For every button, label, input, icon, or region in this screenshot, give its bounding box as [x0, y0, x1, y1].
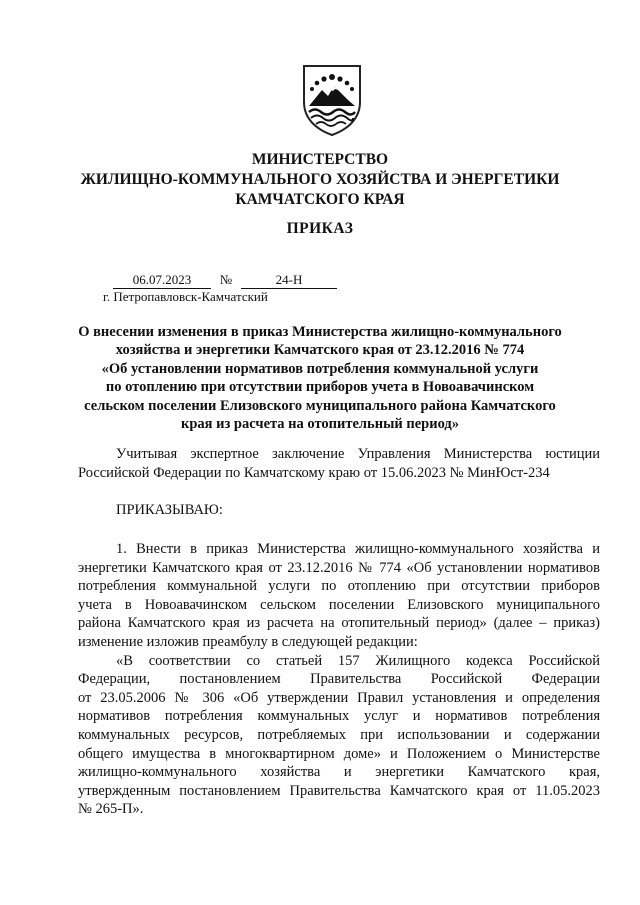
item-line: утвержденным постановлением Правительства Камчатского края от 11.05.2023 — [78, 782, 600, 799]
ministry-line: ЖИЛИЩНО-КОММУНАЛЬНОГО ХОЗЯЙСТВА И ЭНЕРГЕТИКИ — [80, 171, 560, 188]
item-line: общего имущества в многоквартирном доме» и Положением о Министерстве — [78, 745, 600, 762]
subject-line: хозяйства и энергетики Камчатского края от 23.12.2016 № 774 — [115, 342, 525, 359]
item-line: нормативов потребления коммунальных услуг и нормативов потребления — [78, 708, 600, 725]
subject-line: сельском поселении Елизовского муниципального района Камчатского — [84, 397, 556, 414]
number-sign: № — [219, 272, 233, 287]
preamble-line: Российской Федерации по Камчатскому краю от 15.06.2023 № МинЮст-234 — [78, 464, 550, 481]
item-line: от 23.05.2006 № 306 «Об утверждении Правил установления и определения — [78, 689, 600, 706]
ministry-line: КАМЧАТСКОГО КРАЯ — [235, 191, 405, 208]
item-line: учета в Новоавачинском сельском поселении Елизовского муниципального — [78, 596, 600, 613]
item-line: изменение изложив преамбулу в следующей редакции: — [78, 633, 418, 650]
item-line: района Камчатского края из расчета на отопительный период» (далее – приказ) — [78, 615, 600, 632]
order-number: 24-Н — [241, 272, 337, 289]
order-directive: ПРИКАЗЫВАЮ: — [116, 502, 223, 518]
item-1-paragraph — [78, 540, 600, 819]
subject-line: по отоплению при отсутствии приборов учета в Новоавачинском — [105, 379, 535, 396]
ministry-line: МИНИСТЕРСТВО — [251, 151, 389, 168]
order-date-number-line — [113, 272, 337, 289]
subject-line: края из расчета на отопительный период» — [180, 416, 459, 433]
document-type-title: ПРИКАЗ — [286, 220, 354, 237]
item-line: № 265-П». — [78, 801, 144, 818]
order-subject — [70, 323, 570, 433]
item-line: Федерации, постановлением Правительства Российской Федерации — [78, 671, 600, 688]
preamble-paragraph — [78, 445, 600, 482]
preamble-line: Учитывая экспертное заключение Управления Министерства юстиции — [116, 446, 600, 462]
item-line: «В соответствии со статьей 157 Жилищного кодекса Российской — [116, 652, 600, 669]
item-line: потребления коммунальной услуги по отоплению при отсутствии приборов — [78, 578, 600, 595]
item-line: энергетики Камчатского края от 23.12.2016 № 774 «Об установлении нормативов — [78, 559, 600, 576]
item-line: 1. Внести в приказ Министерства жилищно-коммунального хозяйства и — [116, 541, 600, 557]
subject-line: «Об установлении нормативов потребления коммунальной услуги — [101, 360, 539, 377]
item-line: жилищно-коммунального хозяйства и энергетики Камчатского края, — [78, 764, 600, 781]
order-city: г. Петропавловск-Камчатский — [103, 289, 268, 304]
kamchatka-coat-of-arms-icon — [300, 62, 364, 138]
item-line: коммунальных ресурсов, потребляемых при использовании и содержании — [78, 726, 600, 743]
ministry-heading — [40, 150, 600, 210]
subject-line: О внесении изменения в приказ Министерства жилищно-коммунального — [78, 324, 562, 340]
order-date: 06.07.2023 — [113, 272, 211, 289]
